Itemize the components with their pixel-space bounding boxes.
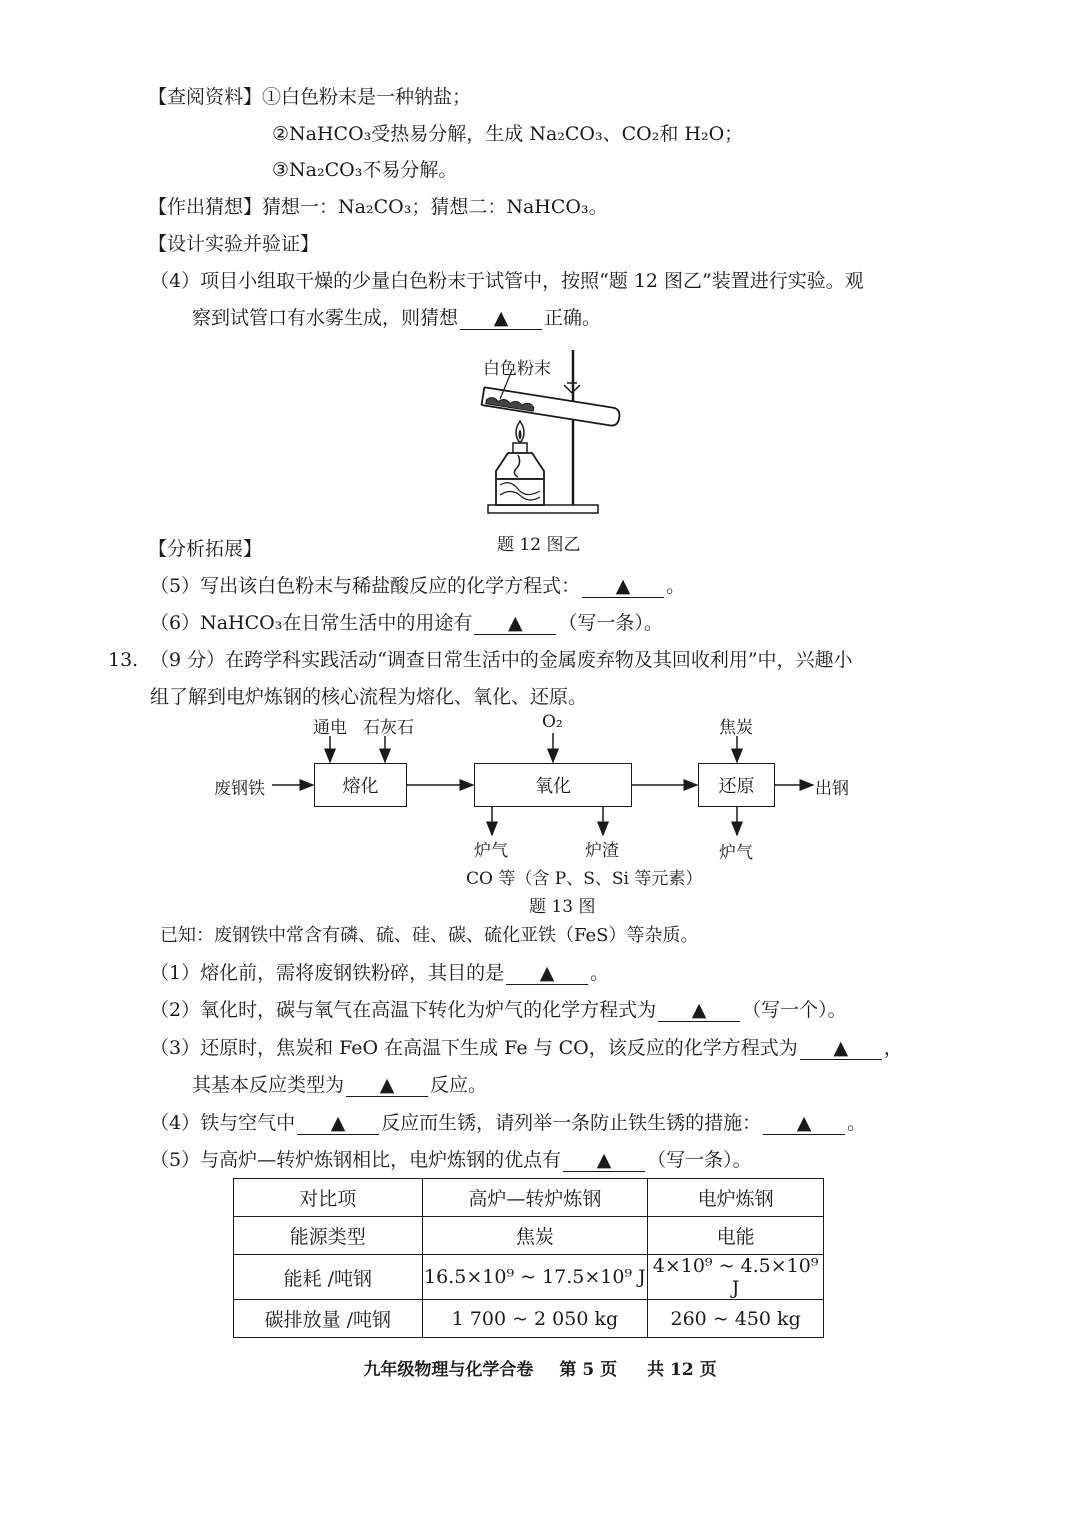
flow-input-limestone: 石灰石 bbox=[363, 718, 414, 738]
q6-text: （写一条）。 bbox=[558, 612, 663, 634]
q13-2-text: （写一个）。 bbox=[742, 999, 847, 1021]
footer-title: 九年级物理与化学合卷 bbox=[363, 1360, 534, 1380]
reference-item: ①白色粉末是一种钠盐； bbox=[262, 86, 472, 108]
answer-blank[interactable]: ▲ bbox=[506, 962, 588, 985]
q5-text: 。 bbox=[666, 575, 686, 597]
flow-output-furnace-gas: 炉气 bbox=[474, 841, 508, 861]
table-cell: 能源类型 bbox=[234, 1217, 423, 1255]
table-row bbox=[234, 1300, 824, 1338]
table-row bbox=[234, 1255, 824, 1300]
flow-output-furnace-gas: 炉气 bbox=[719, 843, 753, 863]
flow-input-coke: 焦炭 bbox=[719, 718, 753, 738]
q13-line-2: 组了解到电炉炼钢的核心流程为熔化、氧化、还原。 bbox=[150, 686, 588, 708]
comparison-table bbox=[233, 1178, 824, 1338]
q13-3-line bbox=[150, 1035, 903, 1061]
q13-4-text: 。 bbox=[847, 1112, 867, 1134]
answer-blank[interactable]: ▲ bbox=[658, 999, 740, 1022]
reference-item: ③Na₂CO₃不易分解。 bbox=[272, 159, 458, 181]
q4-line-1: （4）项目小组取干燥的少量白色粉末于试管中，按照“题 12 图乙”装置进行实验。观 bbox=[150, 270, 864, 292]
q13-3-text: 反应。 bbox=[430, 1074, 488, 1096]
table-cell: 焦炭 bbox=[422, 1217, 648, 1255]
footer-total-pages: 共 12 页 bbox=[647, 1360, 717, 1380]
q6-text: （6）NaHCO₃在日常生活中的用途有 bbox=[150, 612, 473, 634]
q13-4-text: （4）铁与空气中 bbox=[150, 1112, 296, 1134]
answer-blank[interactable]: ▲ bbox=[474, 612, 556, 635]
answer-blank[interactable]: ▲ bbox=[563, 1149, 645, 1172]
table-cell: 1 700 ~ 2 050 kg bbox=[422, 1300, 648, 1338]
flow-input: 废钢铁 bbox=[214, 779, 265, 799]
q13-1-text: 。 bbox=[590, 962, 610, 984]
q5-text: （5）写出该白色粉末与稀盐酸反应的化学方程式： bbox=[150, 575, 581, 597]
answer-blank[interactable]: ▲ bbox=[460, 307, 542, 330]
q13-4-text: 反应而生锈，请列举一条防止铁生锈的措施： bbox=[381, 1112, 762, 1134]
table-cell: 4×10⁹ ~ 4.5×10⁹ J bbox=[648, 1255, 824, 1300]
design-heading: 【设计实验并验证】 bbox=[148, 233, 320, 255]
flow-output-slag: 炉渣 bbox=[585, 841, 619, 861]
q13-number: 13. bbox=[108, 649, 139, 671]
table-header-row bbox=[234, 1179, 824, 1217]
q13-3-text: （3）还原时，焦炭和 FeO 在高温下生成 Fe 与 CO，该反应的化学方程式为 bbox=[150, 1037, 798, 1059]
answer-blank[interactable]: ▲ bbox=[346, 1074, 428, 1097]
answer-blank[interactable]: ▲ bbox=[800, 1037, 882, 1060]
fig13-caption: 题 13 图 bbox=[529, 897, 596, 917]
hypothesis-text: 猜想一：Na₂CO₃；猜想二：NaHCO₃。 bbox=[262, 196, 608, 218]
q13-1-line bbox=[150, 960, 609, 986]
q13-5-line bbox=[150, 1147, 752, 1173]
table-cell: 16.5×10⁹ ~ 17.5×10⁹ J bbox=[422, 1255, 648, 1300]
q13-2-text: （2）氧化时，碳与氧气在高温下转化为炉气的化学方程式为 bbox=[150, 999, 657, 1021]
q13-5-text: （写一条）。 bbox=[647, 1149, 752, 1171]
flow-step-reduction: 还原 bbox=[698, 763, 775, 807]
known-text: 已知：废钢铁中常含有磷、硫、硅、碳、硫化亚铁（FeS）等杂质。 bbox=[160, 925, 699, 946]
q13-line-1: （9 分）在跨学科实践活动“调查日常生活中的金属废弃物及其回收利用”中，兴趣小 bbox=[150, 649, 853, 671]
q13-1-text: （1）熔化前，需将废钢铁粉碎，其目的是 bbox=[150, 962, 505, 984]
q4-text: 正确。 bbox=[544, 307, 602, 329]
footer-page-number: 第 5 页 bbox=[559, 1360, 618, 1380]
flow-step-oxidation: 氧化 bbox=[474, 763, 632, 807]
flow-input-electricity: 通电 bbox=[313, 718, 347, 738]
answer-blank[interactable]: ▲ bbox=[297, 1112, 379, 1135]
table-header-cell: 电炉炼钢 bbox=[648, 1179, 824, 1217]
table-cell: 电能 bbox=[648, 1217, 824, 1255]
flow-output: 出钢 bbox=[815, 779, 849, 799]
flow-step-melting: 熔化 bbox=[314, 763, 407, 807]
table-cell: 能耗 /吨钢 bbox=[234, 1255, 423, 1300]
reference-label: 【查阅资料】 bbox=[148, 86, 263, 108]
q13-5-text: （5）与高炉—转炉炼钢相比，电炉炼钢的优点有 bbox=[150, 1149, 562, 1171]
reference-item: ②NaHCO₃受热易分解，生成 Na₂CO₃、CO₂和 H₂O； bbox=[272, 123, 744, 145]
table-header-cell: 高炉—转炉炼钢 bbox=[422, 1179, 648, 1217]
q4-text: 察到试管口有水雾生成，则猜想 bbox=[192, 307, 459, 329]
fig12-label: 白色粉末 bbox=[483, 359, 551, 379]
table-header-cell: 对比项 bbox=[234, 1179, 423, 1217]
fig12-caption: 题 12 图乙 bbox=[497, 535, 581, 555]
page-footer bbox=[0, 1355, 1080, 1380]
answer-blank[interactable]: ▲ bbox=[582, 575, 664, 598]
table-cell: 碳排放量 /吨钢 bbox=[234, 1300, 423, 1338]
flow-note: CO 等（含 P、S、Si 等元素） bbox=[466, 869, 703, 889]
flow-input-oxygen: O₂ bbox=[542, 712, 563, 732]
hypothesis-label: 【作出猜想】 bbox=[148, 196, 263, 218]
answer-blank[interactable]: ▲ bbox=[763, 1112, 845, 1135]
q13-3-text: 其基本反应类型为 bbox=[192, 1074, 345, 1096]
table-row bbox=[234, 1217, 824, 1255]
table-cell: 260 ~ 450 kg bbox=[648, 1300, 824, 1338]
q13-3-line-2 bbox=[192, 1072, 487, 1098]
q13-2-line bbox=[150, 997, 847, 1023]
q13-3-text: ， bbox=[883, 1037, 903, 1059]
analysis-heading: 【分析拓展】 bbox=[148, 538, 263, 560]
q13-4-line bbox=[150, 1110, 866, 1136]
